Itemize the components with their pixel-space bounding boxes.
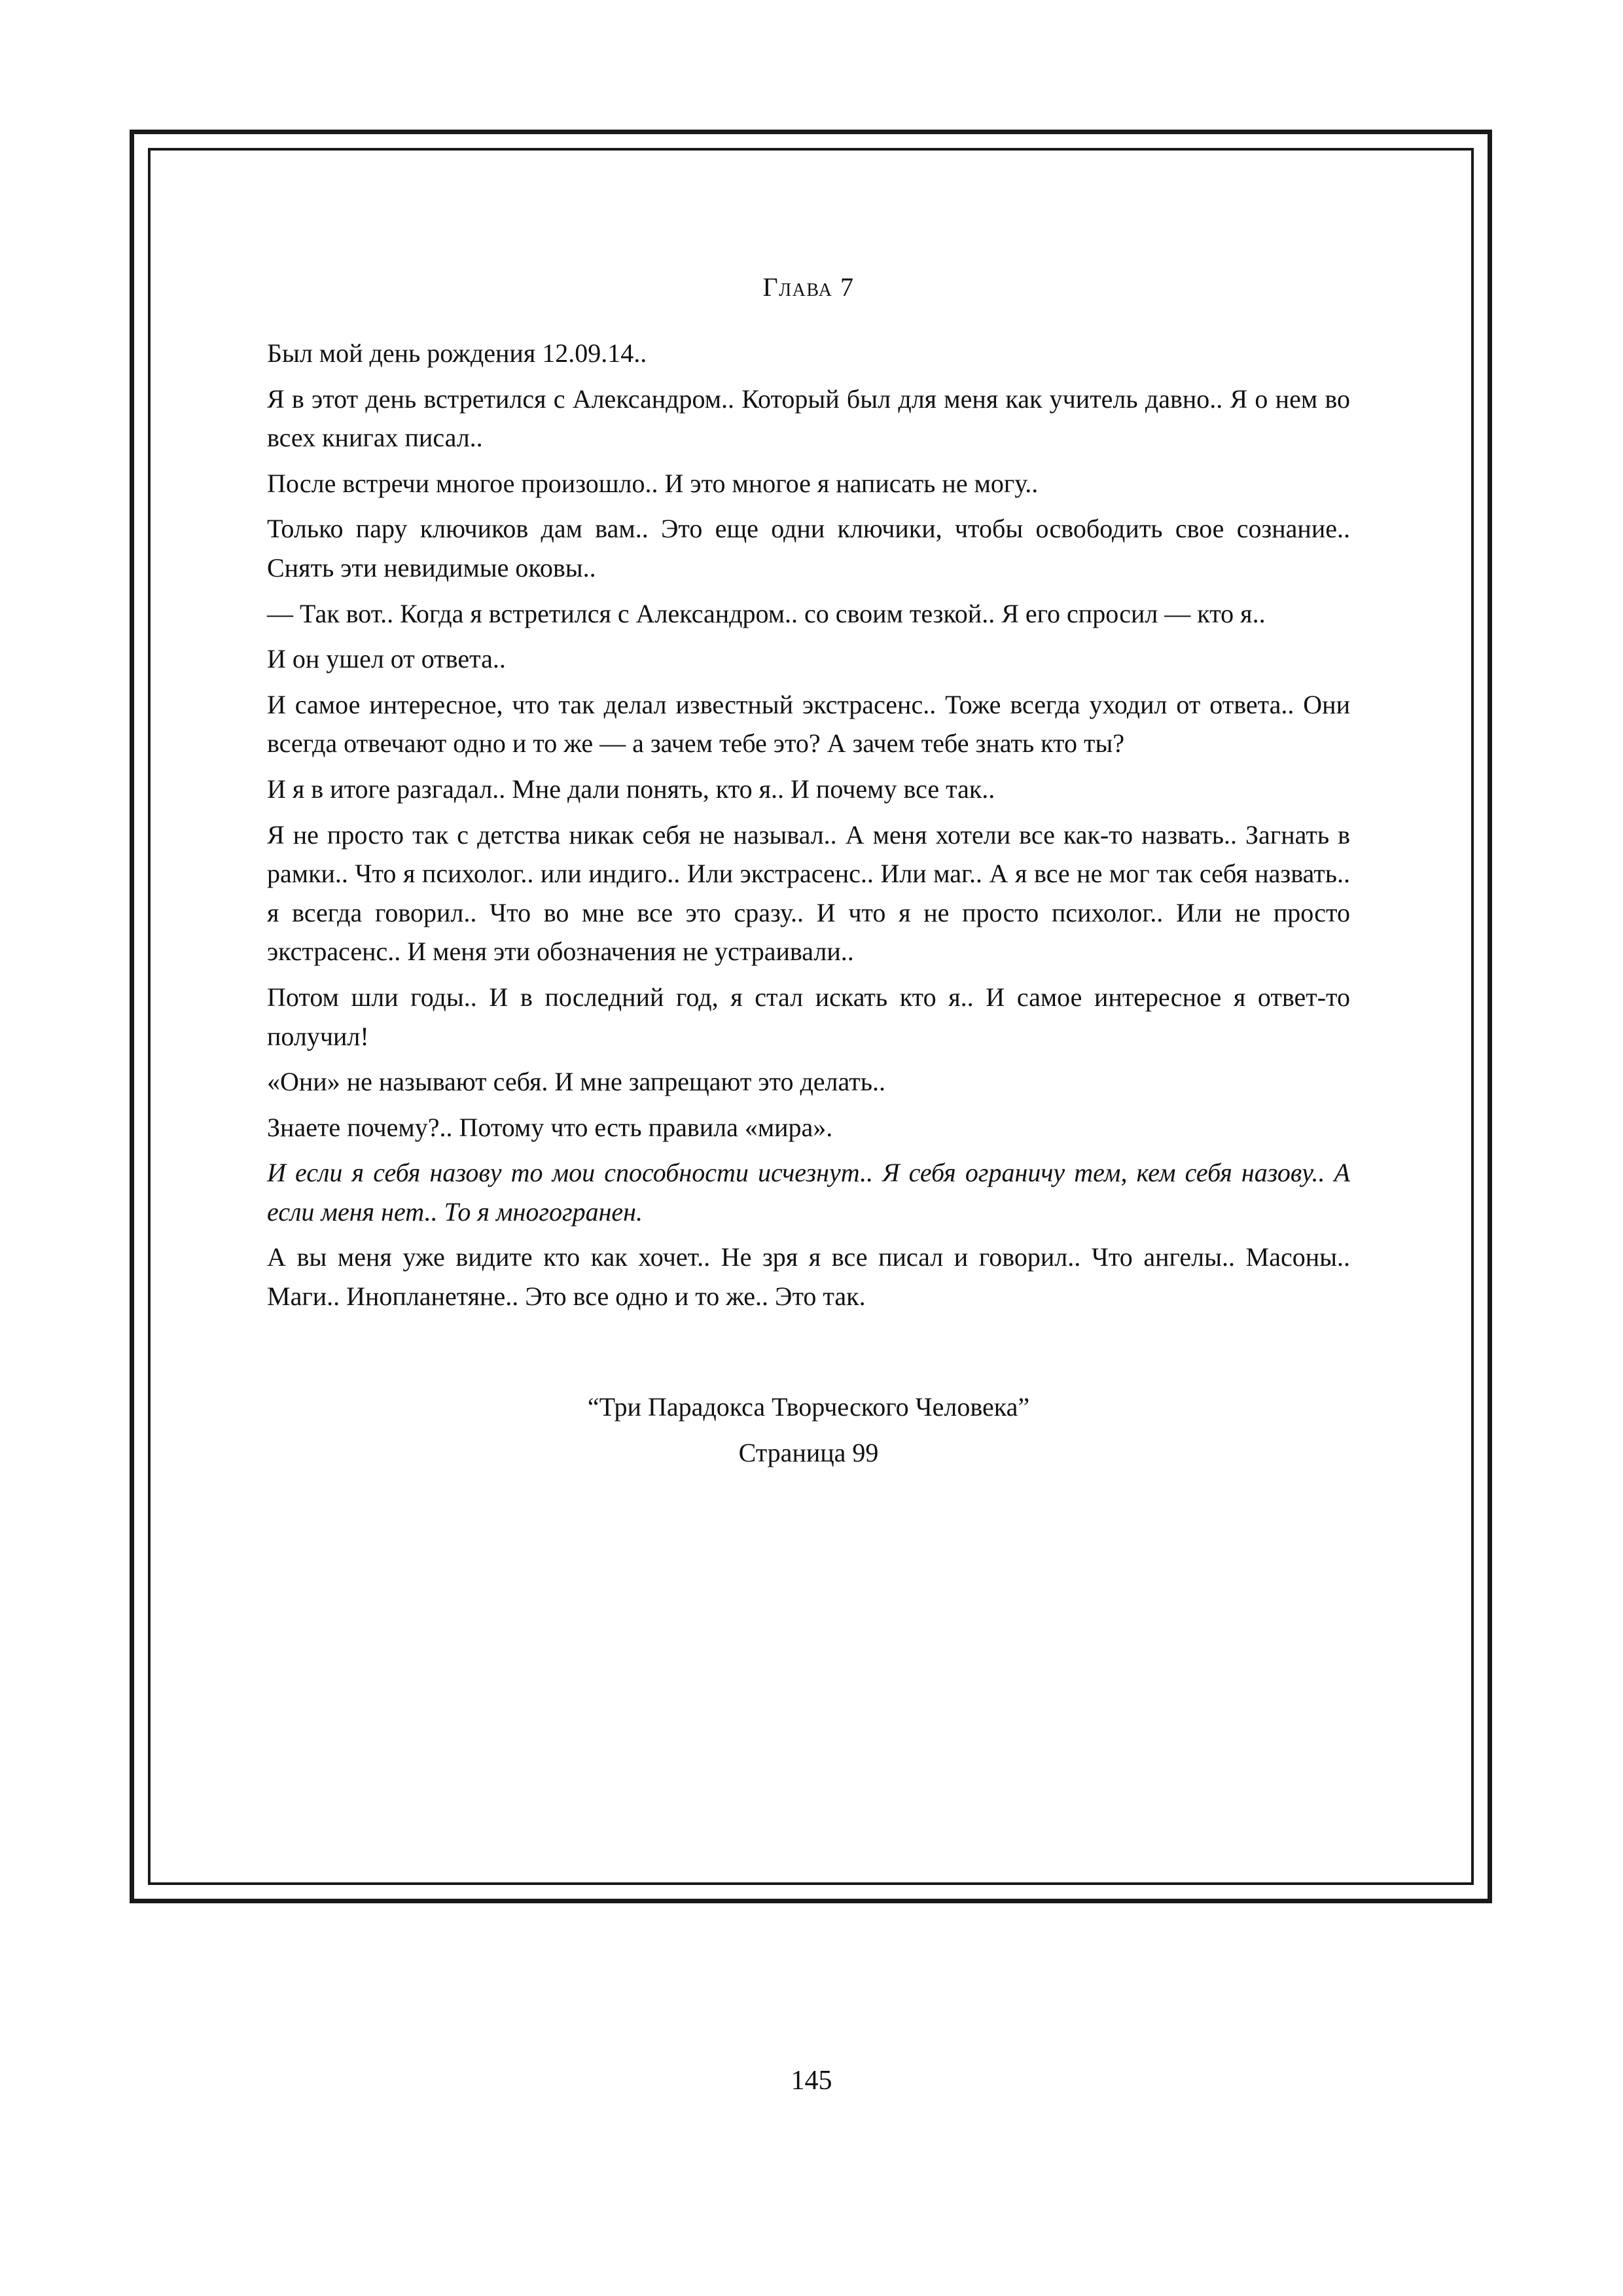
body-paragraph: «Они» не называют себя. И мне запрещают это делать.. — [267, 1067, 885, 1097]
chapter-heading: Глава 7 — [762, 272, 855, 302]
body-paragraph: И если я себя назову то мои способности исчезнут.. Я себя ограничу тем, кем себя назову.. А если меня нет.. То я многогранен. — [267, 1158, 1350, 1227]
body-paragraph: И самое интересное, что так делал известный экстрасенс.. Тоже всегда уходил от ответа.. Они всегда отвечают одно и то же — а зачем тебе это? А зачем тебе знать кто ты? — [267, 689, 1350, 759]
source-page-reference: Страница 99 — [738, 1437, 879, 1467]
page-content — [267, 272, 1350, 1472]
body-paragraph: Знаете почему?.. Потому что есть правила «мира». — [267, 1112, 833, 1142]
body-paragraph: Был мой день рождения 12.09.14.. — [267, 338, 647, 368]
body-paragraph: После встречи многое произошло.. И это многое я написать не могу.. — [267, 468, 1039, 498]
body-paragraph: И он ушел от ответа.. — [267, 644, 506, 674]
source-title: “Три Парадокса Творческого Человека” — [587, 1391, 1030, 1422]
body-paragraph: И я в итоге разгадал.. Мне дали понять, кто я.. И почему все так.. — [267, 774, 995, 804]
body-text — [267, 334, 1350, 1316]
body-paragraph: — Так вот.. Когда я встретился с Александром.. со своим тезкой.. Я его спросил — кто я.. — [267, 598, 1266, 628]
body-paragraph: Я в этот день встретился с Александром.. Который был для меня как учитель давно.. Я о нем во всех книгах писал.. — [267, 384, 1350, 453]
body-paragraph: Потом шли годы.. И в последний год, я стал искать кто я.. И самое интересное я ответ-то получил! — [267, 982, 1350, 1051]
body-paragraph: Только пару ключиков дам вам.. Это еще одни ключики, чтобы освободить свое сознание.. Снять эти невидимые оковы.. — [267, 514, 1350, 583]
body-paragraph: Я не просто так с детства никак себя не называл.. А меня хотели все как-то назвать.. Загнать в рамки.. Что я психолог.. или индиго.. Или экстрасенс.. Или маг.. А я все не мог так себя назвать.. я всегда говорил.. Что во мне все это сразу.. И что я не просто психолог.. Или не просто экстрасенс.. И меня эти обозначения не устраивали.. — [267, 819, 1350, 967]
body-paragraph: А вы меня уже видите кто как хочет.. Не зря я все писал и говорил.. Что ангелы.. Масоны.. Маги.. Инопланетяне.. Это все одно и то же.. Это так. — [267, 1242, 1350, 1312]
folio-page-number: 145 — [791, 2066, 832, 2096]
attribution-block — [267, 1388, 1350, 1472]
